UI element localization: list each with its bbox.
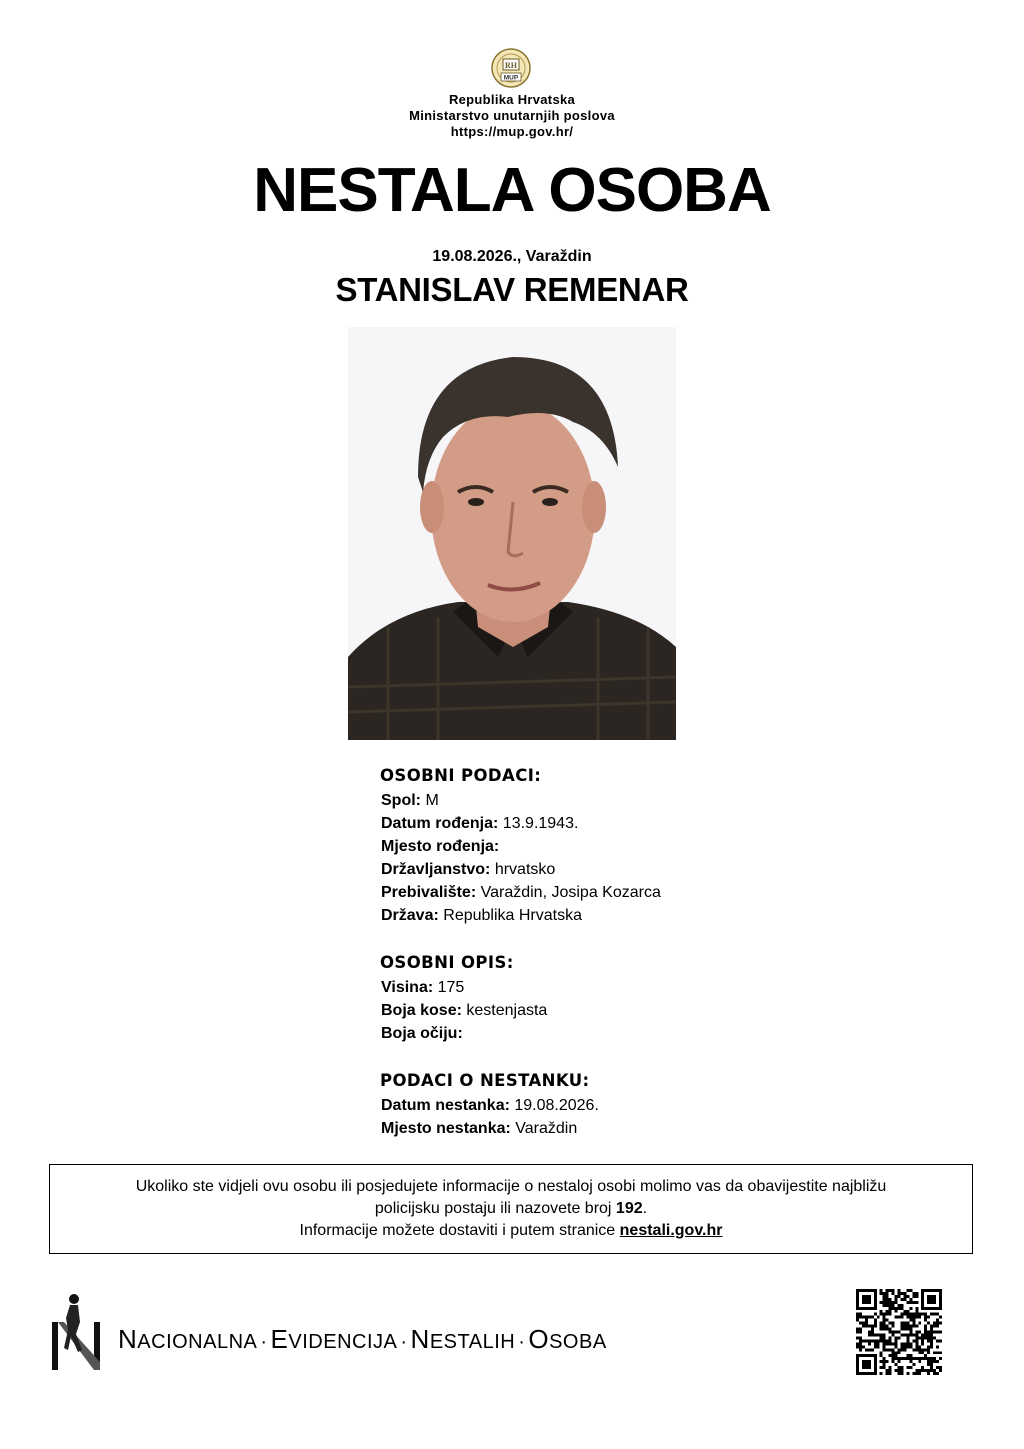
notice-line-1: Ukoliko ste vidjeli ovu osobu ili posjedujete informacije o nestaloj osobi molimo vas da obavijestite najbližu [135,1178,887,1195]
field-disappearance-place: Mjesto nestanka: Varaždin [381,1120,578,1137]
personal-data-heading: OSOBNI PODACI: [380,766,542,785]
header-country: Republika Hrvatska [448,92,576,107]
field-birth-place: Mjesto rođenja: [381,838,500,855]
field-citizenship: Državljanstvo: hrvatsko [381,861,556,878]
field-hair-color: Boja kose: kestenjasta [381,1002,548,1019]
header-url[interactable]: https://mup.gov.hr/ [450,124,574,139]
field-eye-color: Boja očiju: [381,1025,463,1042]
field-residence: Prebivalište: Varaždin, Josipa Kozarca [381,884,661,901]
field-disappearance-date: Datum nestanka: 19.08.2026. [381,1097,599,1114]
person-name: STANISLAV REMENAR [335,271,689,308]
phone-number[interactable]: 192 [615,1200,643,1217]
field-height: Visina: 175 [381,979,465,996]
qr-code-icon[interactable] [856,1289,942,1375]
page-title: NESTALA OSOBA [253,156,771,225]
notice-line-3: Informacije možete dostaviti i putem stranice nestali.gov.hr [299,1222,723,1239]
field-birth-date: Datum rođenja: 13.9.1943. [381,815,579,832]
notice-box [49,1164,973,1254]
personal-description-heading: OSOBNI OPIS: [380,953,514,972]
header-ministry: Ministarstvo unutarnjih poslova [409,108,615,123]
field-sex: Spol: M [381,792,439,809]
field-country: Država: Republika Hrvatska [381,907,582,924]
emblem-rh-text: RH [505,61,517,70]
croatian-police-emblem-icon [489,48,533,88]
walking-person-logo-icon [50,1292,106,1372]
disappearance-heading: PODACI O NESTANKU: [380,1071,590,1090]
date-place: 19.08.2026., Varaždin [432,248,592,265]
nestali-link[interactable]: nestali.gov.hr [619,1222,723,1239]
portrait-photo-icon [348,327,676,740]
notice-line-2: policijsku postaju ili nazovete broj 192. [374,1200,648,1217]
emblem-mup-text: MUP [503,74,519,82]
nen-wordmark: NACIONALNA · EVIDENCIJA · NESTALIH · OSOBA [118,1324,607,1354]
